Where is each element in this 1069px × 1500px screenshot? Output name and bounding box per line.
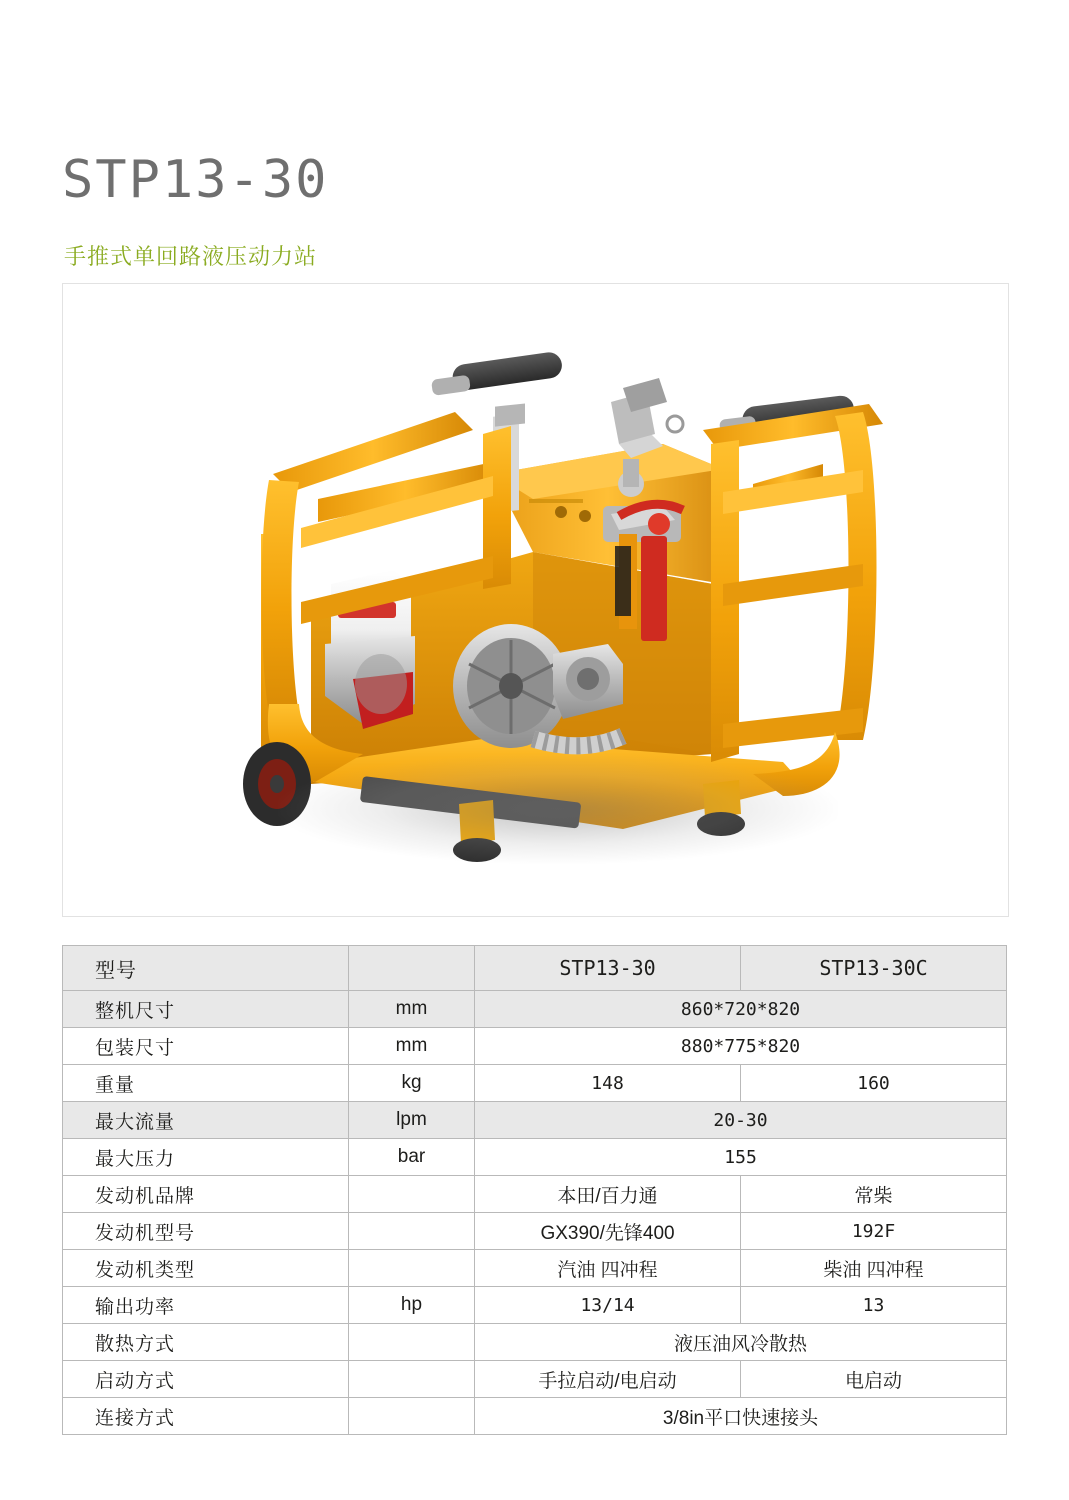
row-unit <box>348 1250 474 1287</box>
row-label: 连接方式 <box>63 1398 349 1435</box>
row-value-span: 20-30 <box>475 1102 1007 1139</box>
table-row <box>63 1324 1007 1361</box>
header-unit-label <box>348 946 474 991</box>
row-label: 包装尺寸 <box>63 1028 349 1065</box>
spec-table-body <box>63 946 1007 1435</box>
row-label: 最大流量 <box>63 1102 349 1139</box>
table-row <box>63 1361 1007 1398</box>
table-header-row <box>63 946 1007 991</box>
product-shadow <box>278 754 838 864</box>
row-unit <box>348 1324 474 1361</box>
table-row <box>63 1176 1007 1213</box>
row-unit: lpm <box>348 1102 474 1139</box>
row-unit: mm <box>348 1028 474 1065</box>
row-unit: kg <box>348 1065 474 1102</box>
row-value-1: 本田/百力通 <box>475 1176 741 1213</box>
row-unit <box>348 1176 474 1213</box>
table-row <box>63 1065 1007 1102</box>
product-image-frame <box>62 283 1009 917</box>
product-photo <box>63 284 1008 916</box>
row-label: 最大压力 <box>63 1139 349 1176</box>
row-label: 启动方式 <box>63 1361 349 1398</box>
row-unit <box>348 1361 474 1398</box>
row-value-1: 13/14 <box>475 1287 741 1324</box>
row-value-2: 电启动 <box>741 1361 1007 1398</box>
row-unit <box>348 1213 474 1250</box>
row-value-span: 880*775*820 <box>475 1028 1007 1065</box>
table-row <box>63 1213 1007 1250</box>
row-value-span: 860*720*820 <box>475 991 1007 1028</box>
row-unit: mm <box>348 991 474 1028</box>
header-variant-1: STP13-30 <box>475 946 741 991</box>
row-value-1: 148 <box>475 1065 741 1102</box>
table-row <box>63 1250 1007 1287</box>
specification-table <box>62 945 1007 1435</box>
header-variant-2: STP13-30C <box>741 946 1007 991</box>
table-row <box>63 991 1007 1028</box>
row-value-2: 160 <box>741 1065 1007 1102</box>
row-value-1: 汽油 四冲程 <box>475 1250 741 1287</box>
row-value-1: 手拉启动/电启动 <box>475 1361 741 1398</box>
row-label: 散热方式 <box>63 1324 349 1361</box>
row-unit: hp <box>348 1287 474 1324</box>
row-unit <box>348 1398 474 1435</box>
page-subtitle: 手推式单回路液压动力站 <box>64 244 318 269</box>
row-value-1: GX390/先锋400 <box>475 1213 741 1250</box>
row-label: 重量 <box>63 1065 349 1102</box>
row-value-span: 3/8in平口快速接头 <box>475 1398 1007 1435</box>
row-value-2: 13 <box>741 1287 1007 1324</box>
row-value-span: 液压油风冷散热 <box>475 1324 1007 1361</box>
header-model-label: 型号 <box>63 946 349 991</box>
table-row <box>63 1287 1007 1324</box>
row-label: 发动机类型 <box>63 1250 349 1287</box>
row-label: 发动机型号 <box>63 1213 349 1250</box>
row-label: 输出功率 <box>63 1287 349 1324</box>
table-row <box>63 1102 1007 1139</box>
row-value-2: 常柴 <box>741 1176 1007 1213</box>
row-value-span: 155 <box>475 1139 1007 1176</box>
table-row <box>63 1028 1007 1065</box>
table-row <box>63 1398 1007 1435</box>
page-title: STP13-30 <box>62 150 329 210</box>
row-label: 整机尺寸 <box>63 991 349 1028</box>
row-value-2: 柴油 四冲程 <box>741 1250 1007 1287</box>
table-row <box>63 1139 1007 1176</box>
row-label: 发动机品牌 <box>63 1176 349 1213</box>
row-unit: bar <box>348 1139 474 1176</box>
row-value-2: 192F <box>741 1213 1007 1250</box>
